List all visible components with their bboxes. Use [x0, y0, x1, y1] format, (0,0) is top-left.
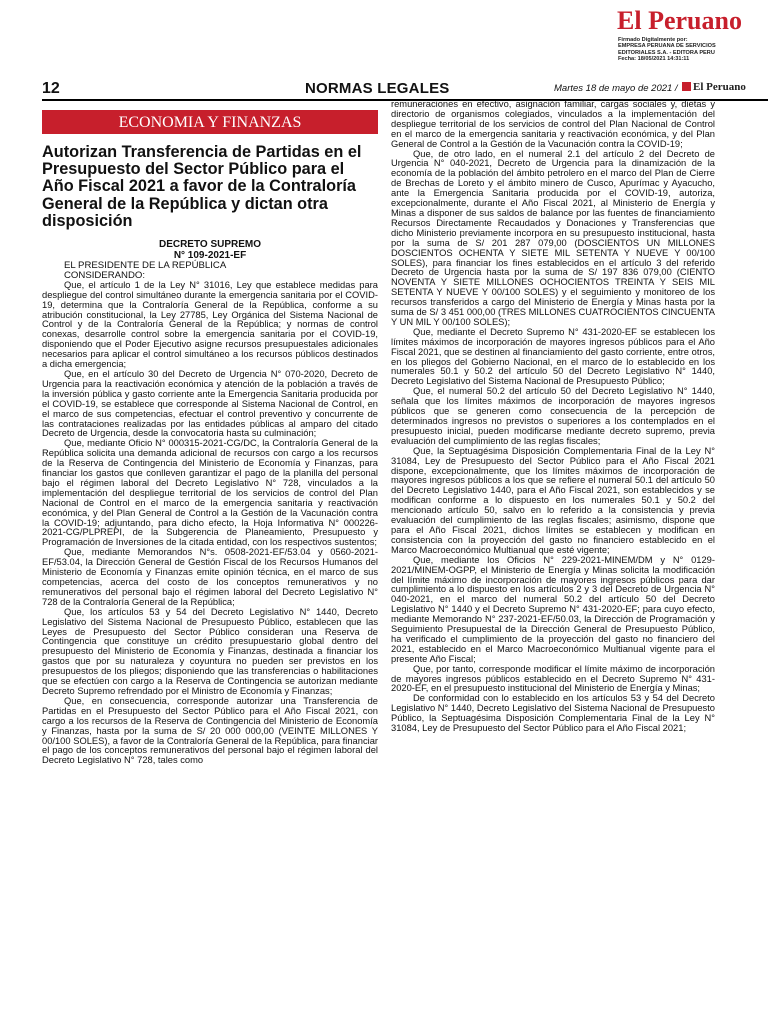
header-logo-text: El Peruano [693, 81, 746, 93]
issue-date: Martes 18 de mayo de 2021 / [554, 83, 678, 94]
paragraph: Que, el artículo 1 de la Ley N° 31016, Ley que establece medidas para despliegue del control simultáneo durante la emergencia sanitaria por el COVID-19, determina que la Contraloría General de la República, conforme a su atribución constitucional, la Ley 27785, Ley Orgánica del Sistema Nacional de Control y de la Contraloría General de la República; y normas de control conexas, desarrolle control sobre la emergencia sanitaria por el COVID-19, disponiendo que el Poder Ejecutivo asigne recursos presupuestales adicionales necesarios para aplicar el control simultáneo a los recursos públicos destinados a dicha emergencia; [42, 279, 378, 370]
section-title: NORMAS LEGALES [305, 80, 450, 97]
column-left [42, 108, 378, 766]
signature-line: Fecha: 18/05/2021 14:31:11 [618, 56, 690, 63]
column-right [391, 100, 715, 734]
logo-mark-icon [682, 82, 691, 91]
paragraph: Que, de otro lado, en el numeral 2.1 del artículo 2 del Decreto de Urgencia N° 040-2021, Decreto de Urgencia para la dinamización de la economía de la población del ámbito petrolero en el marco del Plan de Cierre de Brechas de Loreto y el ámbito minero de Cusco, Apurímac y Ayacucho, ante la Emergencia Sanitaria producida por el COVID-19, autoriza, excepcionalmente, durante el Año Fiscal 2021, al Ministerio de Energía y Minas a disponer de sus saldos de balance por las fuentes de financiamiento Recursos Directamente Recaudados y Donaciones y Transferencias que dicho Ministerio previamente incorpora en su presupuesto institucional, hasta por la suma de S/ 201 287 079,00 (DOSCIENTOS UN MILLONES DOSCIENTOS OCHENTA Y SIETE MIL SETENTA Y NUEVE Y 00/100 SOLES), para financiar los fines establecidos en el artículo 3 del referido Decreto de Urgencia hasta por la suma de S/ 197 836 079,00 (CIENTO NOVENTA Y SIETE MILLONES OCHOCIENTOS TREINTA Y SEIS MIL SETENTA Y NUEVE Y 00/100 SOLES) y el seguimiento y monitoreo de los recursos transferidos a cargo del Ministerio de Energía y Minas hasta por la suma de S/ 3 451 000,00 (TRES MILLONES CUATROCIENTOS CINCUENTA Y UN MIL Y 00/100 SOLES); [391, 148, 716, 327]
president-line: EL PRESIDENTE DE LA REPÚBLICA [64, 260, 227, 272]
paragraph: De conformidad con lo establecido en los artículos 53 y 54 del Decreto Legislativo N° 1440, Decreto Legislativo del Sistema Nacional de Presupuesto Público, la Septuagésima Disposición Complementaria Final de la Ley N° 31084, Ley de Presupuesto del Sector Público para el Año Fiscal 2021; [391, 693, 715, 734]
paragraph: Que, en consecuencia, corresponde autorizar una Transferencia de Partidas en el Presupuesto del Sector Público para el Año Fiscal 2021, con cargo a los recursos de la Reserva de Contingencia del Ministerio de Economía y Finanzas, hasta por la suma de S/ 20 000 000,00 (VEINTE MILLONES Y 00/100 SOLES), a favor de la Contraloría General de la República, para financiar el pago de los conceptos remunerativos del personal bajo el régimen laboral del Decreto Legislativo N° 728, tales como [42, 695, 378, 766]
paragraph: Que, la Septuagésima Disposición Complementaria Final de la Ley N° 31084, Ley de Presupuesto del Sector Público para el Año Fiscal 2021 dispone, excepcionalmente, que los límites máximos de incorporación de mayores ingresos públicos a los que se refiere el numeral 50.1 del artículo 50 del Decreto Legislativo 1440, para el Año Fiscal 2021, son establecidos y se modifican conforme a lo dispuesto en los numerales 50.1 y 50.2 del mencionado artículo 50, salvo en lo referido a la consistencia y previa evaluación del cumplimiento de las reglas fiscales; asimismo, dispone que para el Año Fiscal 2021, dichos límites se establecen y modifican en consistencia con la proyección del gasto no financiero establecido en el Marco Macroeconómico Multianual que esté vigente; [391, 445, 715, 555]
svg-text:El Peruano: El Peruano [617, 6, 742, 35]
paragraph: Que, mediante el Decreto Supremo N° 431-2020-EF se establecen los límites máximos de incorporación de mayores ingresos públicos para el Año Fiscal 2021, que se destinen al financiamiento del gasto corriente, entre otros, en los pliegos del Gobierno Nacional, en el marco de lo establecido en los numerales 50.1 y 50.2 del artículo 50 del Decreto Legislativo N° 1440, Decreto Legislativo del Sistema Nacional de Presupuesto Público; [391, 326, 715, 387]
page-number: 12 [42, 80, 60, 97]
signature-line: EDITORIALES S.A. - EDITORA PERU [618, 49, 715, 56]
paragraph: remuneraciones en efectivo, asignación familiar, cargas sociales y, dietas y directorio de organismos colegiados, vinculados a la implementación del despliegue territorial de los servicios de control del Plan Nacional de Control en el marco de la emergencia sanitaria y reactivación económica, y del Plan General de Control a la Gestión de la Vacunación contra la COVID-19; [391, 99, 715, 149]
decree-number: N° 109-2021-EF [173, 250, 247, 262]
signature-line: Firmado Digitalmente por: [618, 37, 688, 43]
page-header [42, 79, 768, 99]
paragraph: Que, los artículos 53 y 54 del Decreto Legislativo N° 1440, Decreto Legislativo del Sistema Nacional de Presupuesto Público, establecen que las Leyes de Presupuesto del Sector Público consideran una Reserva de Contingencia que constituye un crédito presupuestario global dentro del presupuesto del Ministerio de Economía y Finanzas, destinada a financiar los gastos que por su naturaleza y coyuntura no pueden ser previstos en los presupuestos de los pliegos; disponiendo que las transferencias o habilitaciones que se efectúen con cargo a la Reserva de Contingencia se autorizan mediante Decreto Supremo refrendado por el Ministro de Economía y Finanzas; [42, 606, 378, 696]
signature-line: EMPRESA PERUANA DE SERVICIOS [618, 43, 716, 50]
paragraph: Que, en el artículo 30 del Decreto de Urgencia N° 070-2020, Decreto de Urgencia para la reactivación económica y atención de la población a través de la inversión pública y gasto corriente ante la Emergencia Sanitaria producida por el COVID-19, se establece que corresponde al Sistema Nacional de Control, en el marco de sus competencias, efectuar el control preventivo y concurrente de las contrataciones realizadas por las entidades públicas al amparo del citado Decreto de Urgencia, desde la convocatoria hasta su culminación; [42, 368, 378, 439]
masthead [0, 0, 768, 75]
paragraph: Que, mediante Memorandos N°s. 0508-2021-EF/53.04 y 0560-2021-EF/53.04, la Dirección General de Gestión Fiscal de los Recursos Humanos del Ministerio de Economía y Finanzas emite opinión técnica, en el marco de sus competencias, acerca del costo de los conceptos remunerativos y no remunerativos del personal bajo el régimen laboral del Decreto Legislativo N° 728 de la Contraloría General de la República; [42, 547, 378, 607]
paragraph: Que, mediante Oficio N° 000315-2021-CG/DC, la Contraloría General de la República solicita una demanda adicional de recursos con cargo a los recursos de la Reserva de Contingencia del Ministerio de Economía y Finanzas, para financiar los gastos que conlleven garantizar el pago de la planilla del personal bajo el régimen laboral del Decreto Legislativo N° 728, vinculados a la implementación del despliegue territorial de los servicios de control del Plan Nacional de Control en el marco de la emergencia sanitaria y reactivación económica, y del Plan General de Control a la Gestión de la Vacunación contra la COVID-19; adjuntando, para dicho efecto, la Hoja Informativa N° 000226-2021-CG/PLPREPI, de la Subgerencia de Planeamiento, Presupuesto y Programación de Inversiones de la citada entidad, con los respectivos sustentos; [42, 438, 378, 548]
paragraph: Que, el numeral 50.2 del artículo 50 del Decreto Legislativo N° 1440, señala que los límites máximos de incorporación de mayores ingresos públicos que se generen como consecuencia de la percepción de determinados ingresos no previstos o superiores a los contemplados en el presupuesto inicial, pueden modificarse mediante decreto supremo, previa evaluación del cumplimiento de las reglas fiscales; [391, 386, 715, 446]
el-peruano-logo [615, 4, 765, 38]
paragraph: Que, por tanto, corresponde modificar el límite máximo de incorporación de mayores ingresos públicos establecido en el Decreto Supremo N° 431-2020-EF, en el presupuesto institucional del Ministerio de Energía y Minas; [391, 663, 715, 694]
considering-heading: CONSIDERANDO: [64, 269, 146, 281]
article-title: Autorizan Transferencia de Partidas en el Presupuesto del Sector Público para el Año Fiscal 2021 a favor de la Contraloría General de la República y dictan otra disposición [42, 143, 362, 230]
paragraph: Que, mediante los Oficios N° 229-2021-MINEM/DM y N° 0129-2021/MINEM-OGPP, el Ministerio de Energía y Minas solicita la modificación del límite máximo de incorporación de mayores ingresos públicos para dar cumplimiento a lo dispuesto en los artículos 2 y 3 del Decreto de Urgencia N° 040-2021, en el marco del numeral 50.2 del artículo 50 del Decreto Legislativo N° 1440 y el Decreto Supremo N° 431-2020-EF; para cuyo efecto, mediante Memorando N° 237-2021-EF/50.03, la Dirección de Programación y Seguimiento Presupuestal de la Dirección General de Presupuesto Público, ha verificado el cumplimiento de la proyección del gasto no financiero del 2021, establecido en el Marco Macroeconómico Multianual vigente para el presente Año Fiscal; [391, 554, 715, 664]
section-band: ECONOMIA Y FINANZAS [42, 110, 378, 134]
digital-signature [618, 37, 766, 63]
header-logo [682, 81, 746, 93]
decree-type: DECRETO SUPREMO [158, 239, 262, 251]
